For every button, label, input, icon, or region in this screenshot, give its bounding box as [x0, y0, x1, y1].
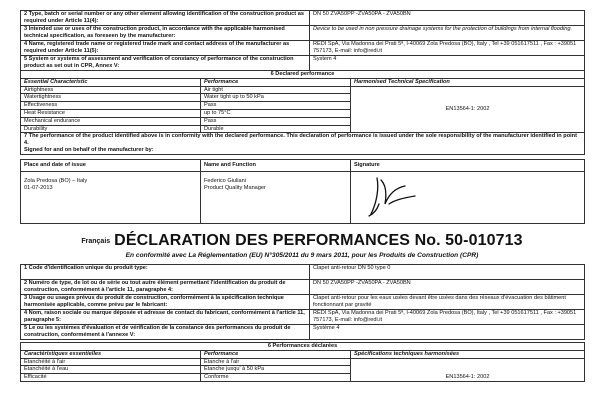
- fr-char-perf: Etanche à l'air: [201, 358, 351, 366]
- en-date: 01-07-2013: [24, 184, 53, 191]
- fr-char-name: Efficacité: [21, 374, 201, 382]
- fr-char-name: Etanchéité à l'air: [21, 358, 201, 366]
- en-char-perf: up to 75°C: [201, 109, 351, 117]
- en-char-perf: Air tight: [201, 86, 351, 94]
- en-row-type: [21, 11, 585, 26]
- en-char-perf: Pass: [201, 117, 351, 125]
- en-header-spec: Harmonised Technical Specification: [351, 78, 585, 86]
- fr-row3-value: Clapet anti-retour pour les eaux usées devant être usées dans des réseaux d'évacuation des bâtiment fonctionnant par gravité: [310, 295, 585, 310]
- en-char-name: Watertightness: [21, 94, 201, 102]
- en-row3-value: Device to be used in non pressure drainage systems for the protection of buildings from internal flooding.: [310, 26, 585, 41]
- fr-row-code: [21, 265, 585, 280]
- en-row4-label: 4 Name, registered trade name or registered trade mark and contact address of the manufacturer as required under Article 11(5):: [21, 41, 310, 56]
- fr-row5-value: Système 4: [310, 325, 585, 340]
- en-place: Zola Predosa (BO) – Italy: [24, 178, 88, 184]
- en-sign-header-name: Name and Function: [201, 160, 351, 172]
- en-sign-header-place: Place and date of issue: [21, 160, 201, 172]
- en-row3-label: 3 Intended use or uses of the construction product, in accordance with the applicable harmonised technical specification, as foreseen by the manufacturer:: [21, 26, 310, 41]
- fr-row5-label: 5 Le ou les systèmes d'évaluation et de vérification de la constance des performances du produit de construction, conformément à l'annexe V:: [21, 325, 310, 340]
- en-sign-header-signature: Signature: [351, 160, 585, 172]
- fr-performance-table: [20, 342, 585, 382]
- en-row4-value: REDI SpA, Via Madonna dei Prati 5ª, I-40069 Zola Predosa (BO), Italy , Tel +39 051617511 , Fax : +39051 757173, E-mail: info@redi.it: [310, 41, 585, 56]
- fr-header-spec: Spécifications techniques harmonisées: [351, 350, 585, 358]
- en-char-name: Mechanical endurance: [21, 117, 201, 125]
- fr-row2-value: DN 50 ZVA50PP -ZVA50PA - ZVA50BN: [310, 280, 585, 295]
- en-section6-title: 6 Declared performance: [21, 71, 585, 79]
- fr-identification-table: [20, 264, 585, 340]
- en-row-manufacturer: [21, 41, 585, 56]
- en-signer-name: Federico Giuliani: [204, 178, 246, 184]
- fr-title-block: [0, 232, 604, 250]
- fr-row-intended-use: [21, 295, 585, 310]
- fr-row1-value: Clapet anti-retour DN 50 type 0: [310, 265, 585, 280]
- en-row2-label: 2 Type, batch or serial number or any other element allowing identification of the construction product as required under Article 11(4):: [21, 11, 310, 26]
- en-row-system: [21, 56, 585, 71]
- fr-language-label: Français: [81, 238, 111, 245]
- en-identification-table: [20, 10, 585, 71]
- fr-row-system: [21, 325, 585, 340]
- fr-row2-label: 2 Numéro de type, de lot ou de série ou tout autre élément permettant l'identification du produit de construction, conformément à l'article 11, paragraphe 4:: [21, 280, 310, 295]
- en-row5-label: 5 System or systems of assessment and verification of constancy of performance of the construction product as set out in CPR, Annex V:: [21, 56, 310, 71]
- fr-section6-title: 6 Performances déclarées: [21, 343, 585, 351]
- en-row-intended-use: [21, 26, 585, 41]
- fr-row4-value: REDI SpA, Via Madonna dei Prati 5ª, I-40069 Zola Predosa (BO), Italy , Tel +39 051617511 , Fax : +39051 757173, E-mail: info@redi.it: [310, 310, 585, 325]
- fr-performance-header: [21, 350, 585, 358]
- en-signature-header: [21, 160, 585, 172]
- en-performance-table: [20, 70, 585, 155]
- en-row7-text: 7 The performance of the product identified above is in conformity with the declared performance. This declaration of performance is issued under the sole responsibility of the manufacturer identified in point 4.: [24, 133, 577, 147]
- fr-row4-label: 4 Nom, raison sociale ou marque déposée et adresse de contact du fabricant, conformément à l'article 11, paragraphe 5:: [21, 310, 310, 325]
- en-spec-cell: EN13564-1: 2002: [351, 86, 585, 133]
- fr-row-manufacturer: [21, 310, 585, 325]
- en-char-row: [21, 86, 585, 94]
- en-row7-signed: Signed for and on behalf of the manufacturer by:: [24, 146, 154, 153]
- fr-char-name: Etanchéité à l'eau: [21, 366, 201, 374]
- signature-cell: [351, 172, 585, 224]
- en-signer-function: Product Quality Manager: [204, 184, 266, 191]
- en-char-perf: Pass: [201, 102, 351, 110]
- fr-row1-label: 1 Code d'identification unique du produit type:: [21, 265, 310, 280]
- fr-spec-cell: EN13564-1: 2002: [351, 358, 585, 381]
- fr-document-title: DÉCLARATION DES PERFORMANCES No. 50-010713: [114, 232, 523, 249]
- en-row5-value: System 4: [310, 56, 585, 71]
- handwritten-signature: [359, 174, 419, 222]
- en-signature-table: [20, 159, 585, 224]
- fr-header-performance: Performance: [201, 350, 351, 358]
- fr-char-perf: Conforme: [201, 374, 351, 382]
- en-char-name: Effectiveness: [21, 102, 201, 110]
- en-signature-row: [21, 172, 585, 224]
- en-performance-header: [21, 78, 585, 86]
- en-char-name: Heat Resistance: [21, 109, 201, 117]
- fr-row-type: [21, 280, 585, 295]
- fr-char-row: [21, 358, 585, 366]
- fr-char-perf: Etanche jusqu' à 50 kPa: [201, 366, 351, 374]
- en-row2-value: DN 50 ZVA50PP -ZVA50PA - ZVA50BN: [310, 11, 585, 26]
- en-char-perf: Water tight up to 50 kPa: [201, 94, 351, 102]
- fr-document-subtitle: En conformité avec La Réglementation (EU) N°305/2011 du 9 mars 2011, pour les Produits de Construction (CPR): [125, 252, 479, 259]
- en-header-performance: Performance: [201, 78, 351, 86]
- en-char-perf: Durable: [201, 125, 351, 133]
- en-header-characteristic: Essential Characteristic: [21, 78, 201, 86]
- fr-header-characteristic: Caractéristiques essentielles: [21, 350, 201, 358]
- en-char-name: Durability: [21, 125, 201, 133]
- en-conformity-row: [21, 133, 585, 155]
- fr-row3-label: 3 Usage ou usages prévus du produit de construction, conformément à la spécification technique harmonisée applicable, comme prévu par le fabricant:: [21, 295, 310, 310]
- en-char-name: Airtightness: [21, 86, 201, 94]
